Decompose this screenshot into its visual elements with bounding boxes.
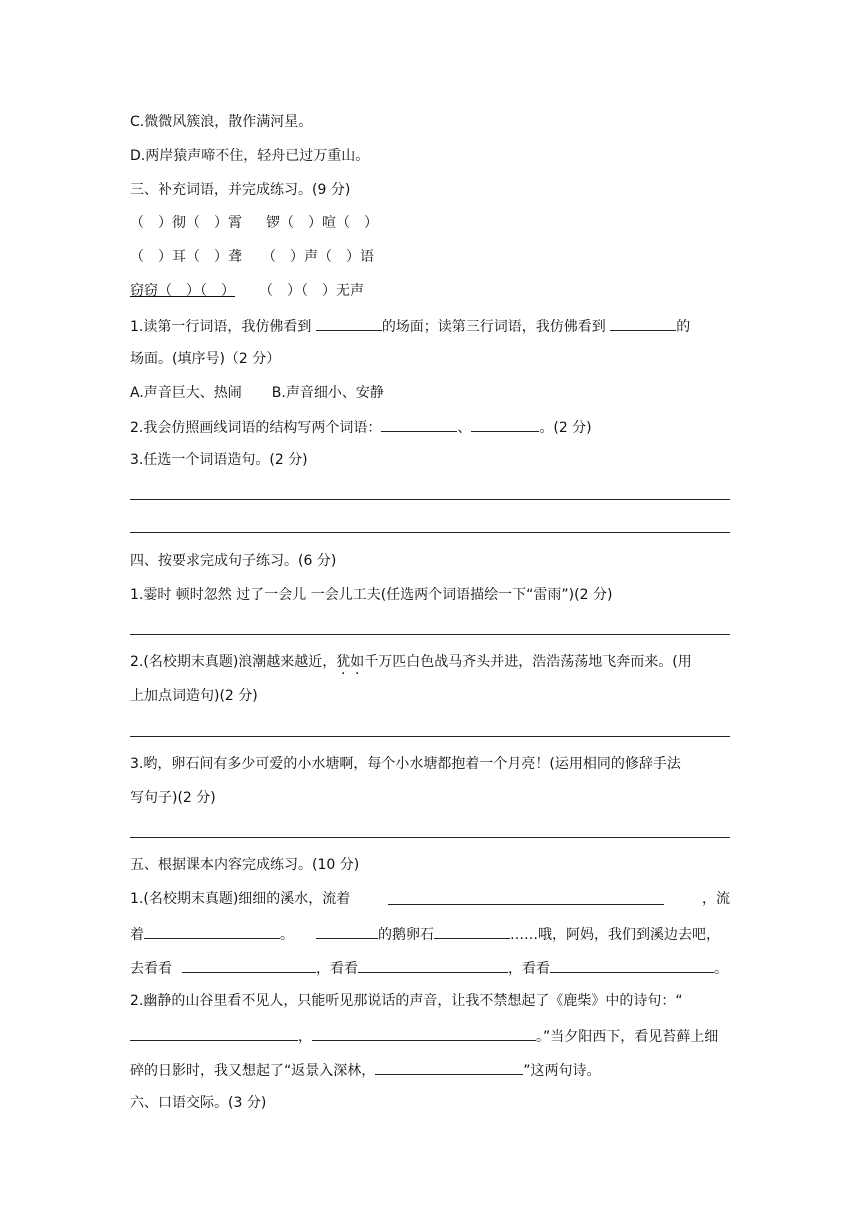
s5-question-2-line3 (130, 1059, 601, 1081)
answer-line-1[interactable] (130, 499, 730, 500)
word-3b: （ ）（ ）无声 (259, 283, 364, 299)
word-2b: （ ）声（ ）语 (262, 249, 374, 265)
answer-line-2[interactable] (130, 532, 730, 533)
question-2 (130, 416, 592, 438)
s5q2-blank-2[interactable] (312, 1025, 536, 1041)
option-b: B.声音细小、安静 (271, 385, 384, 401)
s5q1-blank-1[interactable] (388, 889, 664, 905)
s5-question-1-line2 (130, 923, 720, 945)
s5q1-blank-6[interactable] (358, 957, 508, 973)
section-3-title: 三、补充词语，并完成练习。(9 分) (130, 182, 351, 198)
s5q1-text-g: 去看看 (130, 961, 172, 977)
option-c: C.微微风簇浪，散作满河星。 (130, 114, 313, 130)
s5q2-text-b: ， (298, 1029, 312, 1045)
q2-blank-2[interactable] (471, 416, 539, 432)
s5q1-text-j: 。 (714, 961, 728, 977)
section-6-title: 六、口语交际。(3 分) (130, 1095, 267, 1111)
s5q1-text-b: ，流 (702, 891, 730, 907)
section-4-title: 四、按要求完成句子练习。(6 分) (130, 553, 337, 569)
s5q1-blank-3[interactable] (316, 923, 378, 939)
answer-line-4[interactable] (130, 736, 730, 737)
s5q1-text-f: ……哦，阿妈，我们到溪边去吧， (510, 927, 720, 943)
word-row-1 (130, 213, 378, 233)
s5q1-text-c: 着 (130, 927, 144, 943)
s5q2-text-e: ”这两句诗。 (523, 1063, 601, 1079)
word-1a: （ ）彻（ ）霄 (130, 215, 242, 231)
option-d: D.两岸猿声啼不住，轻舟已过万重山。 (130, 148, 370, 164)
options-ab (130, 383, 384, 403)
q1-text-c: 的 (676, 319, 691, 335)
s5-question-1 (130, 889, 730, 909)
q1-blank-1[interactable] (316, 315, 382, 331)
s5q1-blank-7[interactable] (550, 957, 714, 973)
word-2a: （ ）耳（ ）聋 (130, 249, 242, 265)
question-3: 3.任选一个词语造句。(2 分) (130, 452, 308, 468)
s5q2-blank-1[interactable] (130, 1025, 298, 1041)
s4-question-3: 3.哟，卵石间有多少可爱的小水塘啊，每个小水塘都抱着一个月亮！(运用相同的修辞手法 (130, 756, 681, 772)
s5q1-text-i: ，看看 (508, 961, 550, 977)
s5q1-blank-4[interactable] (434, 923, 510, 939)
q2-text-b: 、 (457, 420, 472, 436)
s5q1-text-d: 。 (280, 927, 294, 943)
q2-text-c: 。(2 分) (539, 420, 592, 436)
s4q2-text-a: 2.(名校期末真题)浪潮越来越近， (130, 654, 337, 670)
q1-text-b: 的场面；读第三行词语，我仿佛看到 (381, 319, 606, 335)
s4q2-text-b: 千万匹白色战马齐头并进，浩浩荡荡地飞奔而来。(用 (364, 654, 692, 670)
s4-question-3-cont: 写句子)(2 分) (130, 790, 216, 806)
s5q2-blank-3[interactable] (375, 1059, 523, 1075)
s5q2-text-d: 碎的日影时，我又想起了“返景入深林， (130, 1063, 376, 1079)
q1-blank-2[interactable] (610, 315, 676, 331)
word-row-2 (130, 247, 374, 267)
option-a: A.声音巨大、热闹 (130, 385, 242, 401)
s4-question-2-cont: 上加点词造句)(2 分) (130, 688, 258, 704)
s5q1-text-e: 的鹅卵石 (378, 927, 434, 943)
s5q1-blank-2[interactable] (144, 923, 280, 939)
q1-text-a: 1.读第一行词语，我仿佛看到 (130, 319, 312, 335)
section-5-title: 五、根据课本内容完成练习。(10 分) (130, 857, 360, 873)
s5q1-text-a: 1.(名校期末真题)细细的溪水，流着 (130, 891, 351, 907)
s4-question-2 (130, 652, 692, 672)
answer-line-5[interactable] (130, 837, 730, 838)
dotted-char-1: 犹 (336, 654, 351, 670)
word-1b: 锣（ ）喧（ ） (266, 215, 378, 231)
q2-text-a: 2.我会仿照画线词语的结构写两个词语： (130, 420, 382, 436)
question-1 (130, 315, 690, 337)
s5-question-2: 2.幽静的山谷里看不见人，只能听见那说话的声音，让我不禁想起了《鹿柴》中的诗句：“ (130, 993, 683, 1009)
answer-line-3[interactable] (130, 634, 730, 635)
question-1-cont: 场面。(填序号)（2 分） (130, 351, 281, 367)
word-row-3 (130, 281, 364, 301)
s5q1-blank-5[interactable] (182, 957, 316, 973)
dotted-char-2: 如 (350, 654, 365, 670)
s5q2-text-c: 。”当夕阳西下，看见苔藓上细 (536, 1029, 719, 1045)
s5-question-1-line3 (130, 957, 728, 979)
s4-question-1: 1.霎时 顿时忽然 过了一会儿 一会儿工夫(任选两个词语描绘一下“雷雨”)(2 分) (130, 587, 613, 603)
s5-question-2-line2 (130, 1025, 718, 1047)
word-3a-underlined: 窃窃（ ）（ ） (130, 283, 235, 299)
q2-blank-1[interactable] (381, 416, 457, 432)
s5q1-text-h: ，看看 (316, 961, 358, 977)
